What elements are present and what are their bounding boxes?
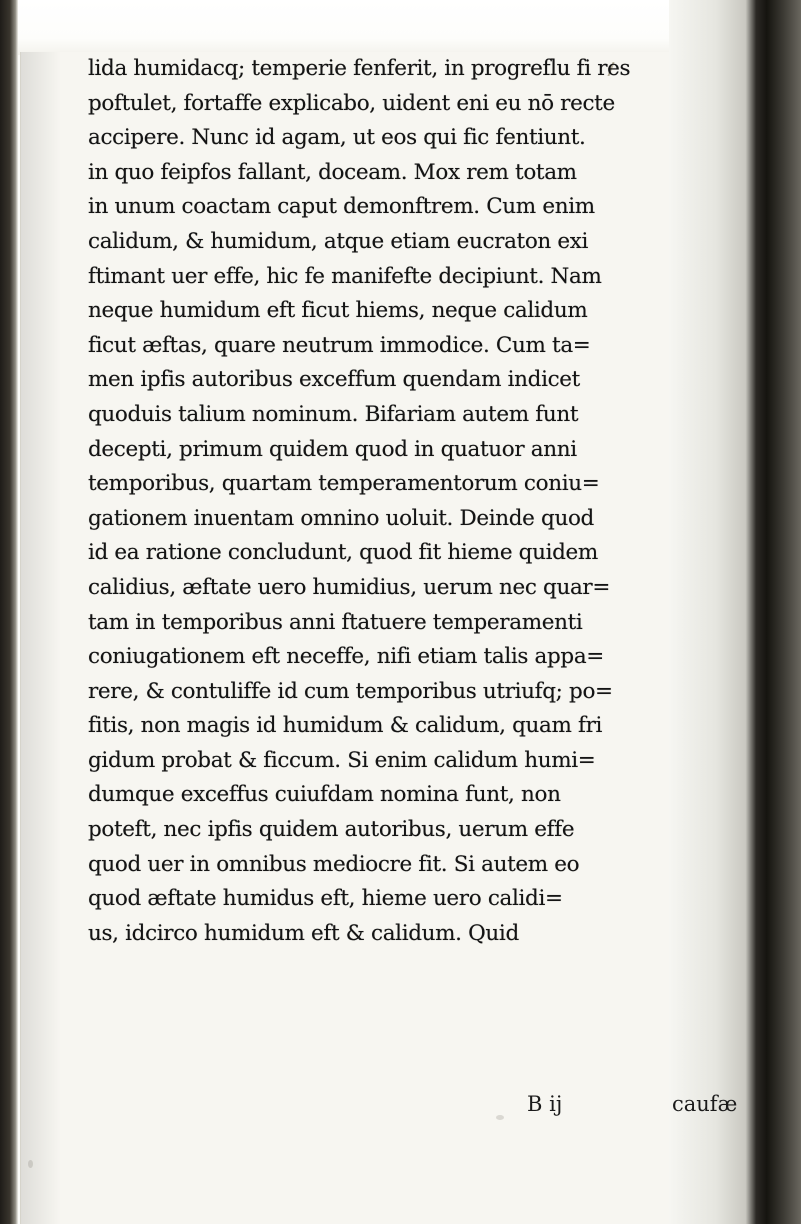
signature-mark: B ij (527, 1092, 563, 1116)
text-line: poteft, nec ipfis quidem autoribus, uerum effe (88, 817, 575, 843)
text-line: gationem inuentam omnino uoluit. Deinde quod (88, 505, 594, 531)
ink-speck (28, 1160, 33, 1168)
catchword: caufæ (672, 1092, 738, 1116)
text-line: poftulet, fortaffe explicabo, uident eni eu nō recte (88, 90, 615, 116)
text-line: decepti, primum quidem quod in quatuor anni (88, 436, 577, 462)
text-line: us, idcirco humidum eft & calidum. Quid (88, 920, 519, 946)
text-line: coniugationem eft neceffe, nifi etiam talis appa= (88, 644, 604, 670)
text-line: rere, & contuliffe id cum temporibus utriufq; po= (88, 678, 613, 704)
text-line: ficut æftas, quare neutrum immodice. Cum ta= (88, 332, 591, 358)
text-line: in quo feipfos fallant, doceam. Mox rem totam (88, 159, 577, 185)
text-line: accipere. Nunc id agam, ut eos qui fic fentiunt. (88, 125, 586, 151)
text-line: id ea ratione concludunt, quod fit hieme quidem (88, 540, 598, 566)
text-line: quod æftate humidus eft, hieme uero calidi= (88, 886, 563, 912)
latin-text-block (88, 52, 648, 951)
text-line: gidum probat & ficcum. Si enim calidum humi= (88, 747, 596, 773)
binding-edge (0, 0, 18, 1224)
text-line: in unum coactam caput demonftrem. Cum enim (88, 194, 595, 220)
text-line: quoduis talium nominum. Bifariam autem funt (88, 401, 579, 427)
text-line: men ipfis autoribus exceffum quendam indicet (88, 367, 580, 393)
ink-speck (496, 1115, 504, 1120)
text-line: lida humidacq; temperie fenferit, in progreflu fi res (88, 56, 631, 81)
text-line: ftimant uer effe, hic fe manifefte decipiunt. Nam (88, 263, 602, 289)
text-line: dumque exceffus cuiufdam nomina funt, non (88, 782, 561, 808)
facing-page-edge (669, 0, 801, 1224)
text-line: neque humidum eft ficut hiems, neque calidum (88, 298, 588, 324)
text-line: calidius, æftate uero humidius, uerum nec quar= (88, 574, 611, 600)
text-line: fitis, non magis id humidum & calidum, quam fri (88, 713, 603, 739)
gutter-shadow (21, 52, 61, 1224)
text-line: tam in temporibus anni ftatuere temperamenti (88, 609, 583, 635)
text-line: quod uer in omnibus mediocre fit. Si autem eo (88, 851, 580, 877)
text-line: temporibus, quartam temperamentorum coniu= (88, 471, 600, 497)
text-line: calidum, & humidum, atque etiam eucraton exi (88, 228, 589, 254)
top-margin (18, 0, 678, 55)
